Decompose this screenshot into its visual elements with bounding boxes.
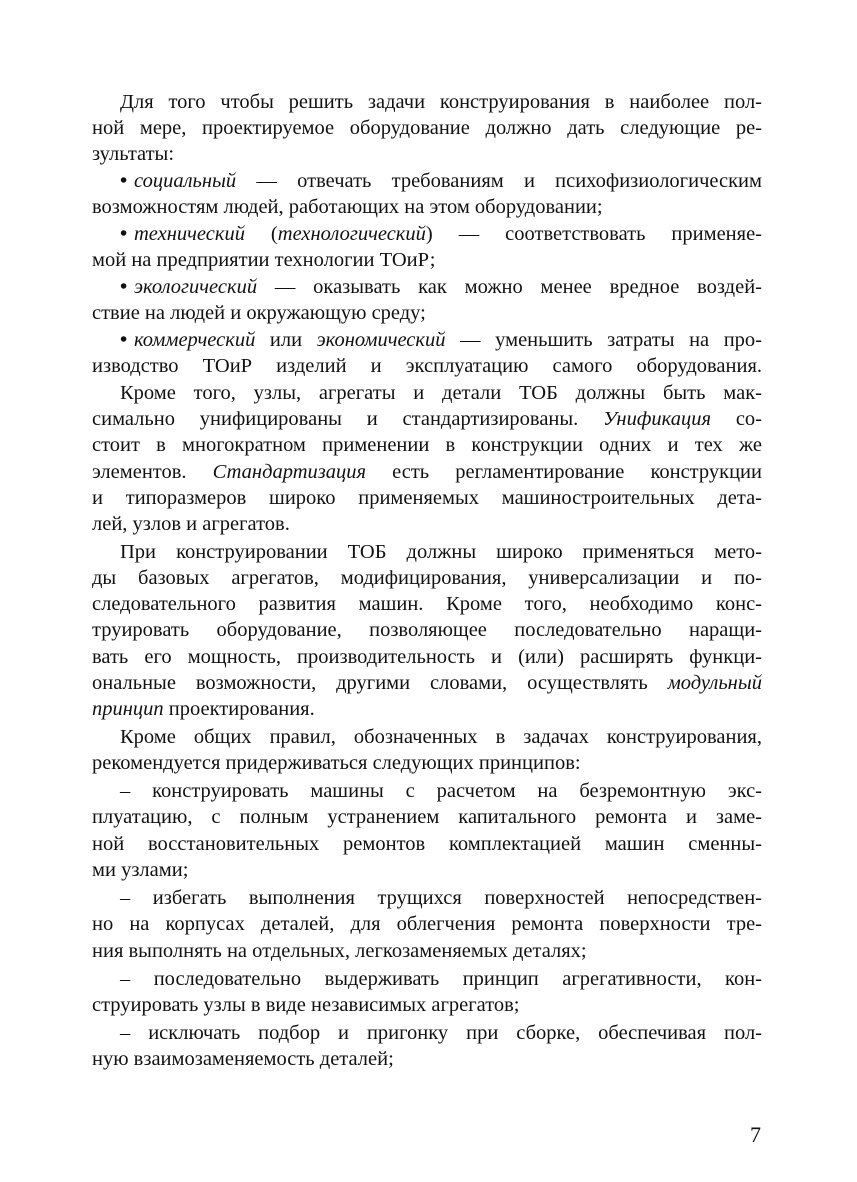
italic-term: модульный	[667, 672, 762, 694]
text-line	[120, 168, 762, 195]
text-segment: Кроме того, узлы, агрегаты и детали ТОБ должны быть мак-	[120, 382, 762, 404]
text-line	[92, 670, 762, 697]
text-segment: следовательного развития машин. Кроме того, необходимо конс-	[92, 593, 762, 615]
bullet-marker: •	[120, 170, 128, 192]
text-line	[92, 300, 762, 327]
text-line	[92, 831, 762, 858]
text-line	[120, 966, 762, 993]
text-line	[92, 115, 762, 142]
italic-term: экономический	[316, 329, 446, 351]
text-segment: – избегать выполнения трущихся поверхностей непосредствен-	[120, 887, 762, 909]
text-line	[120, 1020, 762, 1047]
text-line	[92, 992, 762, 1019]
bullet-marker: •	[120, 223, 128, 245]
italic-term: принцип	[92, 698, 164, 720]
bullet-marker: •	[120, 276, 128, 298]
text-segment: струировать узлы в виде независимых агрегатов;	[92, 994, 520, 1016]
text-line	[120, 89, 762, 116]
text-segment: и типоразмеров широко применяемых машиностроительных дета-	[92, 487, 762, 509]
text-line	[92, 406, 762, 433]
text-line	[120, 724, 762, 751]
text-segment: плуатацию, с полным устранением капитального ремонта и заме-	[92, 806, 762, 828]
text-segment: зультаты:	[92, 143, 175, 165]
text-segment: рекомендуется придерживаться следующих принципов:	[92, 752, 581, 774]
text-segment: или	[255, 329, 317, 351]
text-line	[92, 1046, 762, 1073]
text-segment: Кроме общих правил, обозначенных в задачах конструирования,	[120, 726, 762, 748]
text-line	[92, 141, 762, 168]
italic-term: коммерческий	[134, 329, 256, 351]
text-line	[120, 539, 762, 566]
text-segment: – последовательно выдерживать принцип агрегативности, кон-	[120, 968, 762, 990]
italic-term: Унификация	[603, 408, 711, 430]
text-segment: стоит в многократном применении в конструкции одних и тех же	[92, 434, 762, 456]
text-segment: ) — соответствовать применяе-	[425, 223, 763, 245]
text-line	[120, 274, 762, 301]
text-line	[92, 565, 762, 592]
text-segment: труировать оборудование, позволяющее последовательно наращи-	[92, 619, 762, 641]
italic-term: технический	[134, 223, 245, 245]
text-line	[120, 327, 762, 354]
text-line	[92, 247, 762, 274]
text-segment: симально унифицированы и стандартизированы.	[92, 408, 604, 430]
text-line	[92, 911, 762, 938]
text-segment: ной мере, проектируемое оборудование должно дать следующие ре-	[92, 117, 762, 139]
text-line	[92, 459, 762, 486]
text-segment: элементов.	[92, 461, 213, 483]
page-number: 7	[750, 1122, 761, 1147]
text-segment: проектирования.	[163, 698, 315, 720]
text-segment: ды базовых агрегатов, модифицирования, универсализации и по-	[92, 567, 762, 589]
text-line	[92, 353, 762, 380]
text-segment: изводство ТОиР изделий и эксплуатацию самого оборудования.	[92, 355, 762, 377]
text-segment: ной восстановительных ремонтов комплектацией машин сменны-	[92, 833, 762, 855]
text-line	[92, 857, 762, 884]
text-segment: При конструировании ТОБ должны широко применяться мето-	[120, 541, 762, 563]
italic-term: экологический	[134, 276, 258, 298]
text-line	[92, 750, 762, 777]
text-segment: вать его мощность, производительность и (или) расширять функци-	[92, 646, 762, 668]
text-segment: есть регламентирование конструкции	[366, 461, 762, 483]
text-segment: возможностям людей, работающих на этом оборудовании;	[92, 196, 603, 218]
text-segment: (	[244, 223, 278, 245]
text-segment: ствие на людей и окружающую среду;	[92, 302, 426, 324]
text-segment: — отвечать требованиям и психофизиологическим	[236, 170, 762, 192]
text-segment: ния выполнять на отдельных, легкозаменяемых деталях;	[92, 940, 587, 962]
bullet-marker: •	[120, 329, 128, 351]
text-segment: — уменьшить затраты на про-	[445, 329, 763, 351]
text-segment: мой на предприятии технологии ТОиР;	[92, 249, 436, 271]
text-segment: Для того чтобы решить задачи конструирования в наиболее пол-	[120, 91, 762, 113]
text-segment: — оказывать как можно менее вредное воздей-	[257, 276, 762, 298]
text-line	[92, 432, 762, 459]
text-segment: – исключать подбор и пригонку при сборке, обеспечивая пол-	[120, 1022, 762, 1044]
text-segment: ми узлами;	[92, 859, 189, 881]
text-segment: – конструировать машины с расчетом на безремонтную экс-	[120, 780, 762, 802]
text-line	[92, 194, 762, 221]
text-segment: лей, узлов и агрегатов.	[92, 513, 290, 535]
text-line	[120, 221, 762, 248]
text-line	[120, 885, 762, 912]
text-line	[92, 617, 762, 644]
text-line	[120, 380, 762, 407]
italic-term: технологический	[277, 223, 426, 245]
text-segment: ональные возможности, другими словами, осуществлять	[92, 672, 668, 694]
text-segment: но на корпусах деталей, для облегчения ремонта поверхности тре-	[92, 913, 762, 935]
text-line	[92, 591, 762, 618]
text-line	[120, 778, 762, 805]
text-line	[92, 938, 762, 965]
text-line	[92, 804, 762, 831]
italic-term: Стандартизация	[212, 461, 367, 483]
text-line	[92, 485, 762, 512]
text-line	[92, 511, 762, 538]
text-line	[92, 644, 762, 671]
text-line	[92, 696, 762, 723]
italic-term: социальный	[134, 170, 237, 192]
text-segment: ную взаимозаменяемость деталей;	[92, 1048, 394, 1070]
text-segment: со-	[711, 408, 762, 430]
